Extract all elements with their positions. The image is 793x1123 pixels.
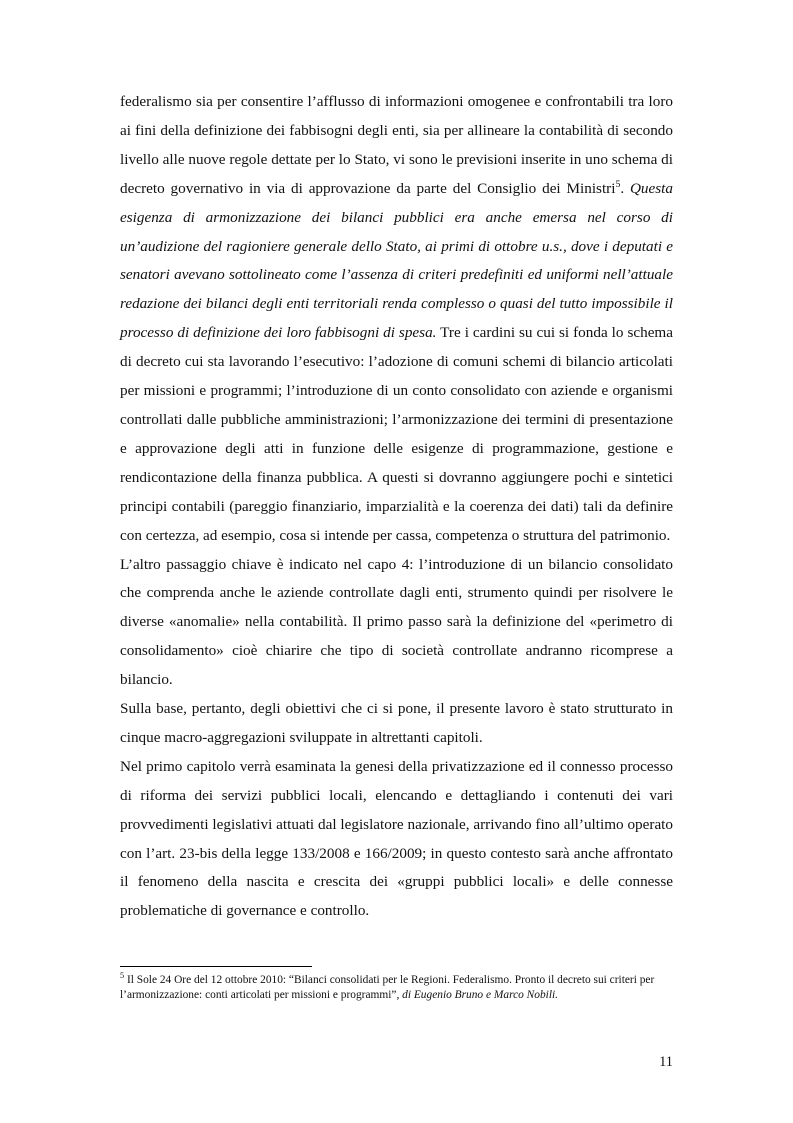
footnote-separator-rule [120,966,312,967]
paragraph [120,695,673,753]
footnote-block [120,966,673,1002]
text-run: Tre i cardini su cui si fonda lo schema di decreto cui sta lavorando l’esecutivo: l’adozione di comuni schemi di bilancio articolati per missioni e programmi; l’introduzione di un conto consolidato con aziende e organismi controllati dalle pubbliche amministrazioni; l’armonizzazione dei termini di presentazione e approvazione degli atti in funzione delle esigenze di programmazione, gestione e rendicontazione della finanza pubblica. A questi si dovranno aggiungere pochi e sintetici principi contabili (pareggio finanziario, imparzialità e la coerenza dei dati) tali da definire con certezza, ad esempio, cosa si intende per cassa, competenza o struttura del patrimonio. [120,324,673,544]
italic-text-run: di Eugenio Bruno e Marco Nobili. [402,988,559,1001]
text-run: . [620,179,630,197]
paragraph [120,753,673,926]
text-run: Sulla base, pertanto, degli obiettivi che ci si pone, il presente lavoro è stato strutturato in cinque macro-aggregazioni sviluppate in altrettanti capitoli. [120,700,673,746]
text-run: Nel primo capitolo verrà esaminata la genesi della privatizzazione ed il connesso processo di riforma dei servizi pubblici locali, elencando e dettagliando i contenuti dei vari provvedimenti legislativi attuati dal legislatore nazionale, arrivando fino all’ultimo operato con l’art. 23-bis della legge 133/2008 e 166/2009; in questo contesto sarà anche affrontato il fenomeno della nascita e crescita dei «gruppi pubblici locali» e delle connesse problematiche di governance e controllo. [120,757,673,920]
paragraph [120,551,673,696]
text-run: Il Sole 24 Ore del 12 ottobre 2010: “Bilanci consolidati per le Regioni. Federalismo. Pronto il decreto sui criteri per l’armonizzazione: conti articolati per missioni e programmi”, [120,974,655,1001]
text-run: federalismo sia per consentire l’afflusso di informazioni omogenee e confrontabili tra loro ai fini della definizione dei fabbisogni degli enti, sia per allineare la contabilità di secondo livello alle nuove regole dettate per lo Stato, vi sono le previsioni inserite in uno schema di decreto governativo in via di approvazione da parte del Consiglio dei Ministri [120,93,673,197]
footnote-entry [120,973,673,1002]
body-text-block [120,88,673,926]
page-number: 11 [659,1054,673,1070]
paragraph [120,88,673,551]
footnote-reference-marker: 5 [615,178,621,190]
footnote-marker: 5 [120,971,125,981]
italic-text-run: Questa esigenza di armonizzazione dei bilanci pubblici era anche emersa nel corso di un’audizione del ragioniere generale dello Stato, ai primi di ottobre u.s., dove i deputati e senatori avevano sottolineato come l’assenza di criteri predefiniti ed uniformi nell’attuale redazione dei bilanci degli enti territoriali renda complesso o quasi del tutto impossibile il processo di definizione dei loro fabbisogni di spesa. [120,179,673,342]
text-run: L’altro passaggio chiave è indicato nel capo 4: l’introduzione di un bilancio consolidato che comprenda anche le aziende controllate dagli enti, strumento quindi per risolvere le diverse «anomalie» nella contabilità. Il primo passo sarà la definizione del «perimetro di consolidamento» cioè chiarire che tipo di società controllate andranno ricomprese a bilancio. [120,555,673,689]
